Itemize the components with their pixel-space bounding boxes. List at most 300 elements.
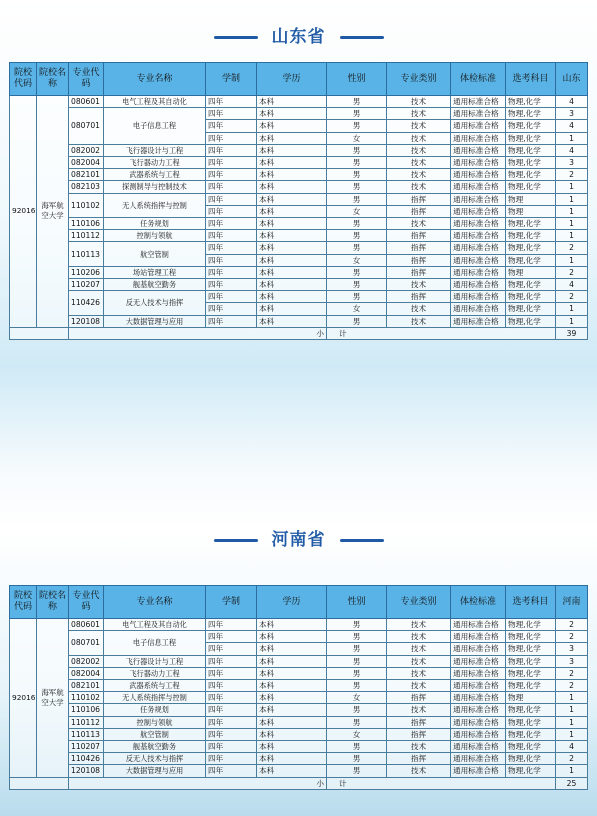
quota-cell: 1 xyxy=(556,315,588,327)
section-title-henan xyxy=(0,525,597,550)
degree-cell: 本科 xyxy=(257,680,327,692)
degree-cell: 本科 xyxy=(257,108,327,120)
duration-cell: 四年 xyxy=(206,667,257,679)
major-name-cell: 武器系统与工程 xyxy=(104,680,206,692)
table-row xyxy=(10,765,588,777)
section-title-text: 山东省 xyxy=(271,27,326,47)
title-dash-left xyxy=(214,539,258,542)
category-cell: 技术 xyxy=(387,765,451,777)
duration-cell: 四年 xyxy=(206,144,257,156)
quota-cell: 2 xyxy=(556,680,588,692)
quota-cell: 1 xyxy=(556,303,588,315)
school-code-cell: 92016 xyxy=(10,96,37,328)
physical-standard-cell: 通用标准合格 xyxy=(451,303,506,315)
category-cell: 技术 xyxy=(387,157,451,169)
physical-standard-cell: 通用标准合格 xyxy=(451,205,506,217)
gender-cell: 男 xyxy=(327,680,387,692)
degree-cell: 本科 xyxy=(257,96,327,108)
column-header: 体检标准 xyxy=(451,586,506,619)
quota-cell: 1 xyxy=(556,218,588,230)
major-code-cell: 082004 xyxy=(69,667,104,679)
school-name-cell: 海军航空大学 xyxy=(37,96,69,328)
subjects-cell: 物理,化学 xyxy=(506,230,556,242)
subtotal-row xyxy=(10,327,588,339)
quota-cell: 1 xyxy=(556,230,588,242)
major-code-cell: 110102 xyxy=(69,692,104,704)
physical-standard-cell: 通用标准合格 xyxy=(451,765,506,777)
duration-cell: 四年 xyxy=(206,765,257,777)
subjects-cell: 物理 xyxy=(506,193,556,205)
major-name-cell: 舰基航空勤务 xyxy=(104,741,206,753)
major-code-cell: 110207 xyxy=(69,741,104,753)
empty-cell xyxy=(10,777,69,789)
degree-cell: 本科 xyxy=(257,643,327,655)
subtotal-label-b: 计 xyxy=(327,777,556,789)
quota-cell: 4 xyxy=(556,279,588,291)
physical-standard-cell: 通用标准合格 xyxy=(451,655,506,667)
category-cell: 技术 xyxy=(387,643,451,655)
category-cell: 指挥 xyxy=(387,230,451,242)
gender-cell: 女 xyxy=(327,692,387,704)
quota-cell: 1 xyxy=(556,704,588,716)
empty-cell xyxy=(10,327,69,339)
degree-cell: 本科 xyxy=(257,753,327,765)
quota-cell: 2 xyxy=(556,753,588,765)
table-row xyxy=(10,716,588,728)
quota-cell: 1 xyxy=(556,193,588,205)
major-code-cell: 110106 xyxy=(69,218,104,230)
category-cell: 指挥 xyxy=(387,291,451,303)
section-title-text: 河南省 xyxy=(271,530,326,550)
gender-cell: 男 xyxy=(327,266,387,278)
category-cell: 指挥 xyxy=(387,205,451,217)
gender-cell: 男 xyxy=(327,193,387,205)
gender-cell: 男 xyxy=(327,716,387,728)
column-header: 学制 xyxy=(206,586,257,619)
duration-cell: 四年 xyxy=(206,230,257,242)
major-code-cell: 110426 xyxy=(69,753,104,765)
title-dash-right xyxy=(340,539,384,542)
degree-cell: 本科 xyxy=(257,181,327,193)
major-name-cell: 电气工程及其自动化 xyxy=(104,619,206,631)
physical-standard-cell: 通用标准合格 xyxy=(451,704,506,716)
column-header: 河南 xyxy=(556,586,588,619)
column-header: 专业类别 xyxy=(387,63,451,96)
table-row xyxy=(10,193,588,205)
quota-cell: 3 xyxy=(556,655,588,667)
physical-standard-cell: 通用标准合格 xyxy=(451,753,506,765)
degree-cell: 本科 xyxy=(257,741,327,753)
duration-cell: 四年 xyxy=(206,96,257,108)
duration-cell: 四年 xyxy=(206,655,257,667)
gender-cell: 男 xyxy=(327,631,387,643)
table-row xyxy=(10,230,588,242)
degree-cell: 本科 xyxy=(257,631,327,643)
duration-cell: 四年 xyxy=(206,181,257,193)
major-name-cell: 反无人技术与指挥 xyxy=(104,291,206,315)
gender-cell: 男 xyxy=(327,242,387,254)
duration-cell: 四年 xyxy=(206,266,257,278)
header-row xyxy=(10,586,588,619)
major-name-cell: 武器系统与工程 xyxy=(104,169,206,181)
degree-cell: 本科 xyxy=(257,254,327,266)
duration-cell: 四年 xyxy=(206,218,257,230)
category-cell: 指挥 xyxy=(387,753,451,765)
duration-cell: 四年 xyxy=(206,619,257,631)
subjects-cell: 物理,化学 xyxy=(506,132,556,144)
table-row xyxy=(10,728,588,740)
major-code-cell: 082002 xyxy=(69,655,104,667)
subjects-cell: 物理,化学 xyxy=(506,631,556,643)
major-code-cell: 080701 xyxy=(69,108,104,145)
quota-table-shandong xyxy=(9,62,588,340)
gender-cell: 男 xyxy=(327,144,387,156)
degree-cell: 本科 xyxy=(257,242,327,254)
column-header: 学历 xyxy=(257,63,327,96)
table-row xyxy=(10,157,588,169)
quota-cell: 2 xyxy=(556,169,588,181)
column-header: 选考科目 xyxy=(506,63,556,96)
category-cell: 指挥 xyxy=(387,254,451,266)
subjects-cell: 物理,化学 xyxy=(506,753,556,765)
subjects-cell: 物理,化学 xyxy=(506,655,556,667)
column-header: 专业名称 xyxy=(104,586,206,619)
subjects-cell: 物理,化学 xyxy=(506,279,556,291)
duration-cell: 四年 xyxy=(206,716,257,728)
subjects-cell: 物理,化学 xyxy=(506,741,556,753)
physical-standard-cell: 通用标准合格 xyxy=(451,315,506,327)
category-cell: 指挥 xyxy=(387,716,451,728)
physical-standard-cell: 通用标准合格 xyxy=(451,741,506,753)
major-name-cell: 大数据管理与应用 xyxy=(104,765,206,777)
category-cell: 技术 xyxy=(387,279,451,291)
subjects-cell: 物理,化学 xyxy=(506,315,556,327)
major-name-cell: 任务规划 xyxy=(104,704,206,716)
degree-cell: 本科 xyxy=(257,315,327,327)
physical-standard-cell: 通用标准合格 xyxy=(451,680,506,692)
table-row xyxy=(10,279,588,291)
major-name-cell: 场站管理工程 xyxy=(104,266,206,278)
duration-cell: 四年 xyxy=(206,704,257,716)
major-name-cell: 电气工程及其自动化 xyxy=(104,96,206,108)
subjects-cell: 物理,化学 xyxy=(506,157,556,169)
gender-cell: 男 xyxy=(327,741,387,753)
major-name-cell: 控制与领航 xyxy=(104,230,206,242)
duration-cell: 四年 xyxy=(206,741,257,753)
quota-cell: 1 xyxy=(556,692,588,704)
gender-cell: 男 xyxy=(327,157,387,169)
physical-standard-cell: 通用标准合格 xyxy=(451,692,506,704)
column-header: 专业代码 xyxy=(69,63,104,96)
major-code-cell: 110102 xyxy=(69,193,104,217)
subjects-cell: 物理,化学 xyxy=(506,303,556,315)
degree-cell: 本科 xyxy=(257,169,327,181)
major-code-cell: 080701 xyxy=(69,631,104,655)
duration-cell: 四年 xyxy=(206,303,257,315)
category-cell: 指挥 xyxy=(387,242,451,254)
major-name-cell: 控制与领航 xyxy=(104,716,206,728)
category-cell: 技术 xyxy=(387,132,451,144)
column-header: 选考科目 xyxy=(506,586,556,619)
table-row xyxy=(10,242,588,254)
section-title-shandong xyxy=(0,22,597,47)
column-header: 学制 xyxy=(206,63,257,96)
duration-cell: 四年 xyxy=(206,680,257,692)
quota-cell: 3 xyxy=(556,643,588,655)
gender-cell: 男 xyxy=(327,667,387,679)
major-name-cell: 航空管制 xyxy=(104,242,206,266)
major-name-cell: 无人系统指挥与控制 xyxy=(104,692,206,704)
gender-cell: 男 xyxy=(327,108,387,120)
gender-cell: 男 xyxy=(327,315,387,327)
physical-standard-cell: 通用标准合格 xyxy=(451,120,506,132)
category-cell: 技术 xyxy=(387,144,451,156)
category-cell: 技术 xyxy=(387,655,451,667)
physical-standard-cell: 通用标准合格 xyxy=(451,667,506,679)
degree-cell: 本科 xyxy=(257,279,327,291)
subjects-cell: 物理,化学 xyxy=(506,254,556,266)
degree-cell: 本科 xyxy=(257,728,327,740)
quota-cell: 1 xyxy=(556,254,588,266)
table-row xyxy=(10,655,588,667)
quota-cell: 2 xyxy=(556,266,588,278)
gender-cell: 男 xyxy=(327,291,387,303)
quota-cell: 2 xyxy=(556,242,588,254)
gender-cell: 男 xyxy=(327,169,387,181)
major-name-cell: 飞行器设计与工程 xyxy=(104,144,206,156)
total-cell: 25 xyxy=(556,777,588,789)
gender-cell: 女 xyxy=(327,728,387,740)
category-cell: 指挥 xyxy=(387,728,451,740)
degree-cell: 本科 xyxy=(257,667,327,679)
subtotal-label-a: 小 xyxy=(69,327,327,339)
degree-cell: 本科 xyxy=(257,291,327,303)
subtotal-row xyxy=(10,777,588,789)
header-row xyxy=(10,63,588,96)
duration-cell: 四年 xyxy=(206,728,257,740)
duration-cell: 四年 xyxy=(206,108,257,120)
category-cell: 技术 xyxy=(387,108,451,120)
duration-cell: 四年 xyxy=(206,242,257,254)
subjects-cell: 物理,化学 xyxy=(506,242,556,254)
quota-cell: 1 xyxy=(556,181,588,193)
subjects-cell: 物理,化学 xyxy=(506,765,556,777)
duration-cell: 四年 xyxy=(206,132,257,144)
subtotal-label-a: 小 xyxy=(69,777,327,789)
degree-cell: 本科 xyxy=(257,655,327,667)
major-code-cell: 080601 xyxy=(69,619,104,631)
table-row xyxy=(10,631,588,643)
major-name-cell: 舰基航空勤务 xyxy=(104,279,206,291)
column-header: 山东 xyxy=(556,63,588,96)
physical-standard-cell: 通用标准合格 xyxy=(451,254,506,266)
physical-standard-cell: 通用标准合格 xyxy=(451,144,506,156)
table-row xyxy=(10,667,588,679)
major-code-cell: 110112 xyxy=(69,716,104,728)
column-header: 院校名称 xyxy=(37,63,69,96)
gender-cell: 男 xyxy=(327,753,387,765)
table-row xyxy=(10,218,588,230)
major-code-cell: 080601 xyxy=(69,96,104,108)
physical-standard-cell: 通用标准合格 xyxy=(451,181,506,193)
category-cell: 技术 xyxy=(387,667,451,679)
category-cell: 技术 xyxy=(387,218,451,230)
quota-table-henan xyxy=(9,585,588,790)
physical-standard-cell: 通用标准合格 xyxy=(451,230,506,242)
major-code-cell: 082002 xyxy=(69,144,104,156)
gender-cell: 男 xyxy=(327,643,387,655)
degree-cell: 本科 xyxy=(257,716,327,728)
degree-cell: 本科 xyxy=(257,619,327,631)
major-code-cell: 120108 xyxy=(69,315,104,327)
gender-cell: 男 xyxy=(327,120,387,132)
quota-cell: 1 xyxy=(556,765,588,777)
subjects-cell: 物理,化学 xyxy=(506,728,556,740)
major-code-cell: 082103 xyxy=(69,181,104,193)
column-header: 院校名称 xyxy=(37,586,69,619)
gender-cell: 男 xyxy=(327,619,387,631)
table-row xyxy=(10,619,588,631)
category-cell: 技术 xyxy=(387,741,451,753)
subjects-cell: 物理 xyxy=(506,692,556,704)
degree-cell: 本科 xyxy=(257,218,327,230)
major-name-cell: 电子信息工程 xyxy=(104,631,206,655)
major-code-cell: 082101 xyxy=(69,169,104,181)
category-cell: 技术 xyxy=(387,631,451,643)
physical-standard-cell: 通用标准合格 xyxy=(451,218,506,230)
physical-standard-cell: 通用标准合格 xyxy=(451,266,506,278)
major-name-cell: 航空管制 xyxy=(104,728,206,740)
subjects-cell: 物理,化学 xyxy=(506,704,556,716)
physical-standard-cell: 通用标准合格 xyxy=(451,716,506,728)
degree-cell: 本科 xyxy=(257,230,327,242)
subjects-cell: 物理,化学 xyxy=(506,108,556,120)
major-name-cell: 反无人技术与指挥 xyxy=(104,753,206,765)
gender-cell: 男 xyxy=(327,96,387,108)
quota-cell: 1 xyxy=(556,716,588,728)
table-row xyxy=(10,741,588,753)
major-code-cell: 110426 xyxy=(69,291,104,315)
gender-cell: 男 xyxy=(327,655,387,667)
gender-cell: 女 xyxy=(327,205,387,217)
subjects-cell: 物理,化学 xyxy=(506,96,556,108)
duration-cell: 四年 xyxy=(206,753,257,765)
title-dash-left xyxy=(214,36,258,39)
column-header: 院校代码 xyxy=(10,586,37,619)
table-row xyxy=(10,315,588,327)
subjects-cell: 物理,化学 xyxy=(506,716,556,728)
table-row xyxy=(10,291,588,303)
column-header: 体检标准 xyxy=(451,63,506,96)
table-row xyxy=(10,108,588,120)
subjects-cell: 物理,化学 xyxy=(506,181,556,193)
major-code-cell: 110206 xyxy=(69,266,104,278)
column-header: 学历 xyxy=(257,586,327,619)
subjects-cell: 物理,化学 xyxy=(506,120,556,132)
degree-cell: 本科 xyxy=(257,303,327,315)
quota-cell: 1 xyxy=(556,205,588,217)
subjects-cell: 物理,化学 xyxy=(506,144,556,156)
major-code-cell: 110113 xyxy=(69,242,104,266)
category-cell: 技术 xyxy=(387,680,451,692)
quota-cell: 4 xyxy=(556,741,588,753)
column-header: 性别 xyxy=(327,586,387,619)
major-code-cell: 110207 xyxy=(69,279,104,291)
table-row xyxy=(10,753,588,765)
category-cell: 技术 xyxy=(387,181,451,193)
physical-standard-cell: 通用标准合格 xyxy=(451,169,506,181)
major-name-cell: 探测制导与控制技术 xyxy=(104,181,206,193)
gender-cell: 男 xyxy=(327,181,387,193)
major-code-cell: 082101 xyxy=(69,680,104,692)
category-cell: 技术 xyxy=(387,619,451,631)
physical-standard-cell: 通用标准合格 xyxy=(451,631,506,643)
gender-cell: 男 xyxy=(327,704,387,716)
major-code-cell: 120108 xyxy=(69,765,104,777)
degree-cell: 本科 xyxy=(257,692,327,704)
physical-standard-cell: 通用标准合格 xyxy=(451,96,506,108)
subjects-cell: 物理,化学 xyxy=(506,291,556,303)
major-code-cell: 110113 xyxy=(69,728,104,740)
total-cell: 39 xyxy=(556,327,588,339)
duration-cell: 四年 xyxy=(206,193,257,205)
degree-cell: 本科 xyxy=(257,205,327,217)
column-header: 院校代码 xyxy=(10,63,37,96)
duration-cell: 四年 xyxy=(206,169,257,181)
major-code-cell: 110112 xyxy=(69,230,104,242)
subjects-cell: 物理 xyxy=(506,266,556,278)
physical-standard-cell: 通用标准合格 xyxy=(451,132,506,144)
table-row xyxy=(10,266,588,278)
physical-standard-cell: 通用标准合格 xyxy=(451,643,506,655)
duration-cell: 四年 xyxy=(206,205,257,217)
column-header: 专业名称 xyxy=(104,63,206,96)
major-name-cell: 飞行器设计与工程 xyxy=(104,655,206,667)
category-cell: 技术 xyxy=(387,303,451,315)
duration-cell: 四年 xyxy=(206,120,257,132)
duration-cell: 四年 xyxy=(206,315,257,327)
school-name-cell: 海军航空大学 xyxy=(37,619,69,778)
table-row xyxy=(10,704,588,716)
gender-cell: 男 xyxy=(327,765,387,777)
major-name-cell: 任务规划 xyxy=(104,218,206,230)
gender-cell: 女 xyxy=(327,132,387,144)
quota-cell: 2 xyxy=(556,631,588,643)
category-cell: 指挥 xyxy=(387,193,451,205)
table-row xyxy=(10,96,588,108)
duration-cell: 四年 xyxy=(206,254,257,266)
table-row xyxy=(10,181,588,193)
physical-standard-cell: 通用标准合格 xyxy=(451,619,506,631)
major-name-cell: 无人系统指挥与控制 xyxy=(104,193,206,217)
degree-cell: 本科 xyxy=(257,266,327,278)
gender-cell: 女 xyxy=(327,303,387,315)
column-header: 性别 xyxy=(327,63,387,96)
subjects-cell: 物理,化学 xyxy=(506,643,556,655)
gender-cell: 男 xyxy=(327,230,387,242)
subjects-cell: 物理 xyxy=(506,205,556,217)
column-header: 专业类别 xyxy=(387,586,451,619)
major-name-cell: 飞行器动力工程 xyxy=(104,667,206,679)
column-header: 专业代码 xyxy=(69,586,104,619)
physical-standard-cell: 通用标准合格 xyxy=(451,157,506,169)
table-row xyxy=(10,680,588,692)
physical-standard-cell: 通用标准合格 xyxy=(451,279,506,291)
category-cell: 技术 xyxy=(387,704,451,716)
physical-standard-cell: 通用标准合格 xyxy=(451,108,506,120)
quota-cell: 4 xyxy=(556,120,588,132)
major-name-cell: 飞行器动力工程 xyxy=(104,157,206,169)
